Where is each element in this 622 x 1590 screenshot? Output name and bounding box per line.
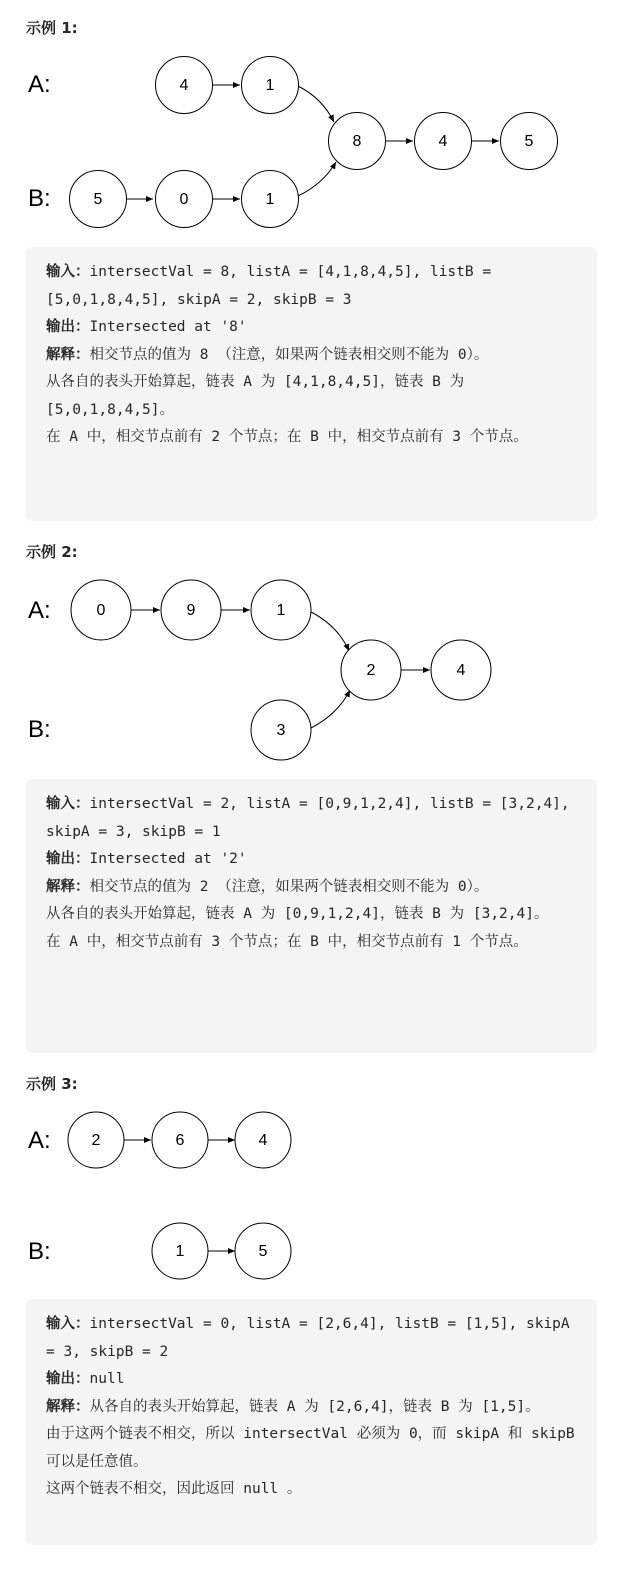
input-line xyxy=(46,791,577,846)
output-key: 输出： xyxy=(46,851,90,867)
input-value: intersectVal = 0, listA = [2,6,4], listB = [1,5], skipA = 3, skipB = 2 xyxy=(46,1316,570,1360)
node-b-0 xyxy=(251,700,311,760)
arrow xyxy=(311,612,349,651)
node-a-0-value: 4 xyxy=(179,77,189,94)
node-a-0 xyxy=(156,57,213,114)
node-a-2 xyxy=(251,580,311,640)
input-value: intersectVal = 2, listA = [0,9,1,2,4], listB = [3,2,4], skipA = 3, skipB = 1 xyxy=(46,796,570,840)
explain-key: 解释： xyxy=(46,346,90,363)
input-key: 输入： xyxy=(46,1316,90,1332)
example-2-diagram xyxy=(0,560,622,780)
node-shared-0 xyxy=(341,640,401,700)
node-b-1-value: 0 xyxy=(179,191,189,208)
explain-line xyxy=(46,342,577,370)
example-3-heading: 示例 3: xyxy=(26,1075,78,1093)
example-1-heading: 示例 1: xyxy=(26,19,78,37)
explain-line xyxy=(46,874,577,902)
input-value: intersectVal = 8, listA = [4,1,8,4,5], listB = [5,0,1,8,4,5], skipA = 2, skipB = 3 xyxy=(46,264,492,308)
explain-line-3: 在 A 中，相交节点前有 2 个节点；在 B 中，相交节点前有 3 个节点。 xyxy=(46,429,528,445)
list-b-label: B: xyxy=(28,1238,51,1265)
input-key: 输入： xyxy=(46,796,90,812)
input-key: 输入： xyxy=(46,264,90,280)
output-line xyxy=(46,846,577,874)
node-a-2-value: 4 xyxy=(258,1132,268,1149)
example-3-diagram xyxy=(0,1100,622,1300)
output-line xyxy=(46,314,577,342)
node-b-1-value: 5 xyxy=(258,1243,268,1260)
arrow xyxy=(298,86,334,122)
node-b-0-value: 3 xyxy=(276,722,286,739)
node-shared-2 xyxy=(501,113,558,170)
explain-line xyxy=(46,1394,577,1422)
explain-value: 相交节点的值为 2 （注意，如果两个链表相交则不能为 0）。 xyxy=(89,878,489,895)
node-b-0-value: 5 xyxy=(93,191,103,208)
explain-line-2: 从各自的表头开始算起，链表 A 为 [0,9,1,2,4]，链表 B 为 [3,2,4]。 xyxy=(46,906,549,922)
node-shared-0-value: 8 xyxy=(352,133,362,150)
node-shared-2-value: 5 xyxy=(524,133,534,150)
example-1-diagram xyxy=(0,0,622,240)
node-a-1-value: 1 xyxy=(265,77,275,94)
input-line xyxy=(46,259,577,314)
arrow xyxy=(311,690,350,728)
explain-value: 相交节点的值为 8 （注意，如果两个链表相交则不能为 0）。 xyxy=(89,346,489,363)
output-value: null xyxy=(89,1371,125,1387)
node-shared-0 xyxy=(329,113,386,170)
node-shared-1 xyxy=(415,113,472,170)
node-a-1 xyxy=(152,1112,208,1168)
node-a-0 xyxy=(68,1112,124,1168)
node-b-0-value: 1 xyxy=(175,1243,185,1260)
node-shared-1-value: 4 xyxy=(456,662,466,679)
explain-line-3: 这两个链表不相交，因此返回 null 。 xyxy=(46,1481,302,1497)
output-key: 输出： xyxy=(46,1371,90,1387)
explain-key: 解释： xyxy=(46,1398,90,1415)
node-b-0 xyxy=(70,171,127,228)
node-b-1 xyxy=(156,171,213,228)
example-1-explanation xyxy=(26,247,597,521)
example-2-heading: 示例 2: xyxy=(26,543,78,561)
node-b-2 xyxy=(242,171,299,228)
list-a-label: A: xyxy=(28,1127,51,1154)
example-2-explanation xyxy=(26,779,597,1053)
arrow xyxy=(298,162,336,196)
node-b-2-value: 1 xyxy=(265,191,275,208)
node-a-1 xyxy=(161,580,221,640)
node-a-0-value: 2 xyxy=(91,1132,101,1149)
node-shared-1 xyxy=(431,640,491,700)
node-a-1-value: 6 xyxy=(175,1132,185,1149)
output-value: Intersected at '2' xyxy=(89,851,247,867)
explain-line-2: 从各自的表头开始算起，链表 A 为 [4,1,8,4,5]，链表 B 为 [5,0,1,8,4,5]。 xyxy=(46,374,465,418)
output-value: Intersected at '8' xyxy=(89,319,247,335)
explain-line-3: 在 A 中，相交节点前有 3 个节点；在 B 中，相交节点前有 1 个节点。 xyxy=(46,933,528,950)
node-a-2-value: 1 xyxy=(276,602,286,619)
node-a-1-value: 9 xyxy=(186,602,196,619)
list-a-label: A: xyxy=(28,71,51,98)
node-b-1 xyxy=(235,1223,291,1279)
list-a-label: A: xyxy=(28,597,51,624)
explain-line-2: 由于这两个链表不相交，所以 intersectVal 必须为 0，而 skipA 和 skipB 可以是任意值。 xyxy=(46,1426,575,1470)
list-b-label: B: xyxy=(28,716,51,743)
node-a-2 xyxy=(235,1112,291,1168)
node-a-0 xyxy=(71,580,131,640)
explain-value: 从各自的表头开始算起，链表 A 为 [2,6,4]，链表 B 为 [1,5]。 xyxy=(89,1398,540,1415)
output-line xyxy=(46,1366,577,1394)
explain-key: 解释： xyxy=(46,878,90,895)
node-b-0 xyxy=(152,1223,208,1279)
input-line xyxy=(46,1311,577,1366)
output-key: 输出： xyxy=(46,319,90,335)
node-a-0-value: 0 xyxy=(96,602,106,619)
node-shared-0-value: 2 xyxy=(366,662,376,679)
node-shared-1-value: 4 xyxy=(438,133,448,150)
example-3-explanation xyxy=(26,1299,597,1545)
node-a-1 xyxy=(242,57,299,114)
list-b-label: B: xyxy=(28,185,51,212)
